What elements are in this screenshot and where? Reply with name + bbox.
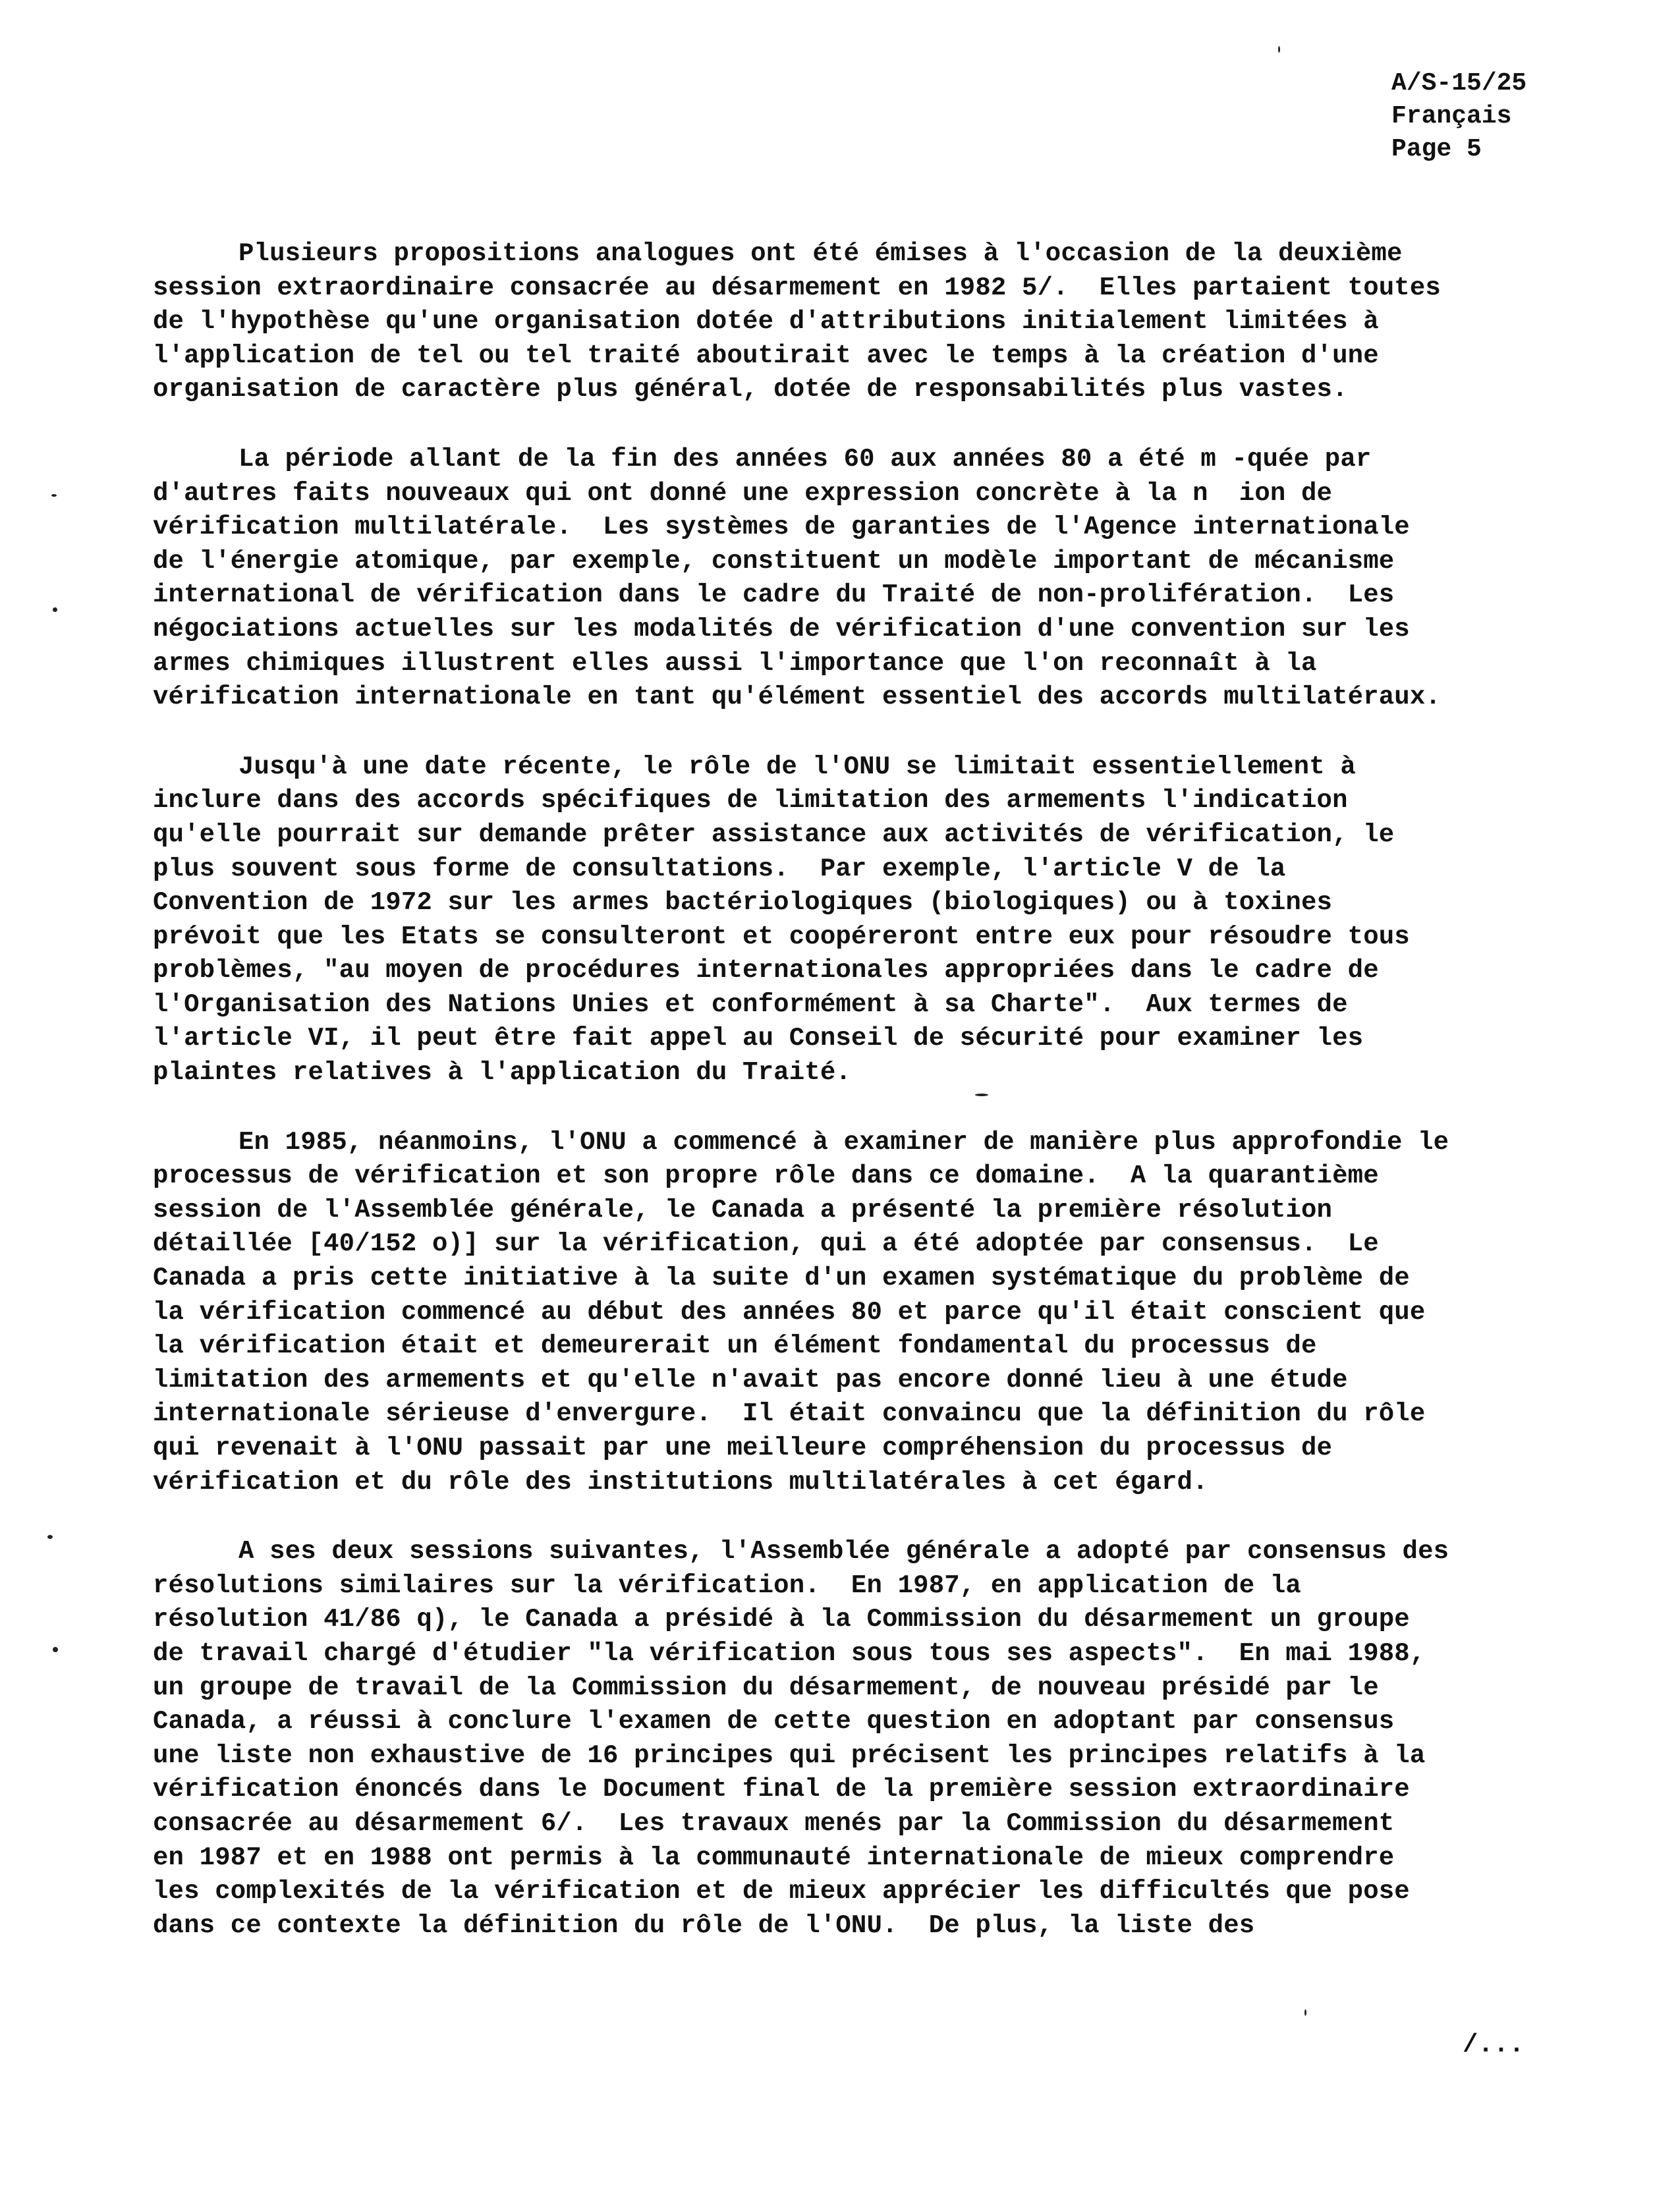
document-header (1391, 67, 1609, 166)
text-line: plaintes relatives à l'application du Traité. (153, 1058, 851, 1088)
continuation-mark: /... (1463, 2030, 1525, 2059)
text-line: qui revenait à l'ONU passait par une meilleure compréhension du processus de (153, 1434, 1333, 1462)
paragraph (153, 237, 1543, 407)
text-line: la vérification commencé au début des années 80 et parce qu'il était conscient que (153, 1297, 1426, 1327)
scan-speck (1278, 46, 1280, 53)
text-line: vérification multilatérale. Les systèmes de garanties de l'Agence internationale (153, 513, 1410, 542)
paragraph (153, 750, 1543, 1090)
text-line: la vérification était et demeurerait un élément fondamental du processus de (153, 1331, 1317, 1361)
text-line: l'article VI, il peut être fait appel au Conseil de sécurité pour examiner les (153, 1024, 1364, 1053)
text-line: vérification internationale en tant qu'élément essentiel des accords multilatéraux. (153, 682, 1441, 712)
text-line: Convention de 1972 sur les armes bactériologiques (biologiques) ou à toxines (153, 888, 1333, 918)
scan-speck (975, 1094, 988, 1096)
text-line: dans ce contexte la définition du rôle de l'ONU. De plus, la liste des (153, 1910, 1255, 1940)
scan-speck (1304, 2009, 1306, 2016)
scan-speck (47, 1535, 53, 1539)
paragraph (153, 443, 1543, 715)
text-line: problèmes, "au moyen de procédures internationales appropriées dans le cadre de (153, 956, 1379, 986)
text-line: session de l'Assemblée générale, le Canada a présenté la première résolution (153, 1195, 1333, 1225)
text-line: un groupe de travail de la Commission du désarmement, de nouveau présidé par le (153, 1673, 1379, 1702)
text-line: organisation de caractère plus général, dotée de responsabilités plus vastes. (153, 375, 1348, 404)
text-line: d'autres faits nouveaux qui ont donné une expression concrète à la n ion de (153, 478, 1333, 508)
text-line: négociations actuelles sur les modalités de vérification d'une convention sur les (153, 614, 1410, 644)
text-line: internationale sérieuse d'envergure. Il était convaincu que la définition du rôle (153, 1399, 1426, 1429)
text-line: de l'hypothèse qu'une organisation dotée d'attributions initialement limitées à (153, 307, 1379, 337)
text-line: l'application de tel ou tel traité aboutirait avec le temps à la création d'une (153, 341, 1379, 370)
text-line: l'Organisation des Nations Unies et conformément à sa Charte". Aux termes de (153, 989, 1348, 1019)
text-line: résolutions similaires sur la vérification. En 1987, en application de la (153, 1571, 1301, 1600)
text-line: Canada, a réussi à conclure l'examen de cette question en adoptant par consensus (153, 1707, 1395, 1737)
text-line: prévoit que les Etats se consulteront et coopéreront entre eux pour résoudre tous (153, 922, 1410, 951)
text-line: consacrée au désarmement 6/. Les travaux menés par la Commission du désarmement (153, 1808, 1395, 1838)
document-symbol: A/S-15/25 (1391, 69, 1527, 97)
text-line: Canada a pris cette initiative à la suite d'un examen systématique du problème de (153, 1264, 1410, 1293)
text-line: Plusieurs propositions analogues ont été émises à l'occasion de la deuxième (238, 239, 1403, 268)
document-language: Français (1391, 102, 1512, 130)
text-line: une liste non exhaustive de 16 principes qui précisent les principes relatifs à la (153, 1740, 1426, 1770)
text-line: de l'énergie atomique, par exemple, constituent un modèle important de mécanisme (153, 546, 1395, 576)
text-line: Jusqu'à une date récente, le rôle de l'ONU se limitait essentiellement à (238, 752, 1356, 781)
text-line: en 1987 et en 1988 ont permis à la communauté internationale de mieux comprendre (153, 1843, 1395, 1872)
text-line: En 1985, néanmoins, l'ONU a commencé à examiner de manière plus approfondie le (238, 1127, 1449, 1157)
scan-speck (53, 1647, 58, 1652)
text-line: session extraordinaire consacrée au désarmement en 1982 5/. Elles partaient toutes (153, 273, 1441, 302)
text-line: limitation des armements et qu'elle n'avait pas encore donné lieu à une étude (153, 1365, 1348, 1395)
text-line: qu'elle pourrait sur demande prêter assistance aux activités de vérification, le (153, 820, 1395, 849)
paragraph (153, 1535, 1543, 1943)
text-line: détaillée [40/152 o)] sur la vérification, qui a été adoptée par consensus. Le (153, 1229, 1379, 1259)
scan-speck (51, 494, 57, 497)
page-number: Page 5 (1391, 135, 1482, 163)
text-line: vérification et du rôle des institutions multilatérales à cet égard. (153, 1467, 1208, 1497)
text-line: plus souvent sous forme de consultations. Par exemple, l'article V de la (153, 854, 1286, 883)
scan-speck (53, 607, 57, 612)
text-line: vérification énoncés dans le Document final de la première session extraordinaire (153, 1775, 1410, 1804)
text-line: résolution 41/86 q), le Canada a présidé à la Commission du désarmement un groupe (153, 1605, 1410, 1634)
paragraph (153, 1126, 1543, 1500)
text-line: armes chimiques illustrent elles aussi l'importance que l'on reconnaît à la (153, 648, 1317, 678)
text-line: A ses deux sessions suivantes, l'Assemblée générale a adopté par consensus des (238, 1537, 1449, 1567)
document-body (153, 237, 1543, 1978)
text-line: international de vérification dans le cadre du Traité de non-prolifération. Les (153, 580, 1395, 610)
text-line: inclure dans des accords spécifiques de limitation des armements l'indication (153, 786, 1348, 816)
text-line: de travail chargé d'étudier "la vérification sous tous ses aspects". En mai 1988, (153, 1638, 1426, 1668)
text-line: La période allant de la fin des années 60 aux années 80 a été m -quée par (238, 444, 1372, 474)
text-line: processus de vérification et son propre rôle dans ce domaine. A la quarantième (153, 1161, 1379, 1191)
text-line: les complexités de la vérification et de mieux apprécier les difficultés que pose (153, 1877, 1410, 1907)
